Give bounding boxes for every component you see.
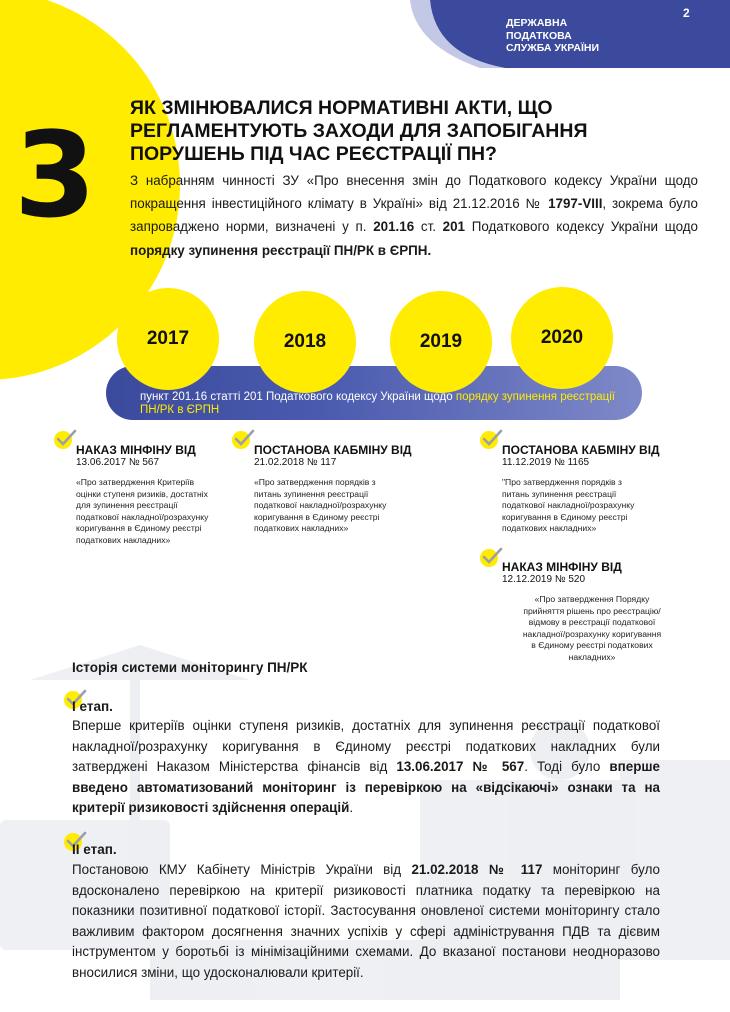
heading-line: РЕГЛАМЕНТУЮТЬ ЗАХОДИ ДЛЯ ЗАПОБІГАННЯ [130, 120, 588, 142]
check-badge-icon [52, 428, 78, 450]
year-circle-2020: 2020 [511, 287, 613, 389]
doc-desc-line: прийняття рішень про реєстрацію/ [523, 605, 661, 616]
stage-1-text [72, 716, 660, 819]
heading-line: ПОРУШЕНЬ ПІД ЧАС РЕЄСТРАЦІЇ ПН? [130, 143, 497, 165]
doc-desc-line: податкової накладної/розрахунку [76, 511, 209, 522]
doc-desc-line: податкових накладних» [76, 534, 171, 545]
agency-line: ДЕРЖАВНА [506, 17, 568, 29]
doc-card [254, 443, 434, 535]
intro-bold: порядку зупинення [130, 242, 259, 258]
doc-description [254, 477, 434, 535]
check-badge-icon [478, 428, 504, 450]
check-badge-icon [478, 546, 504, 568]
doc-desc-line: коригування в Єдиному реєстрі [254, 511, 380, 522]
stage-text-bold: 21.02.2018 № 117 [411, 862, 543, 877]
section-number: 3 [14, 106, 97, 244]
intro-text: З набранням чинності ЗУ «Про внесення змін до Податкового кодексу України щодо покращення інвестиційного клімату в Україні» від 21.12.2016 № [130, 173, 698, 212]
stage-text-plain: Вперше критеріїв оцінки ступеня ризиків, достатніх для зупинення реєстрації податкової накладної/розрахунку коригування в Єдиному реєстрі податкових накладних були затверджені Наказом Міністерства фінансів від [72, 718, 660, 775]
section-heading [130, 97, 700, 166]
doc-desc-line: «Про затвердження порядків з [254, 477, 376, 487]
doc-desc-line: оцінки ступеня ризиків, достатніх [76, 488, 208, 499]
doc-desc-line: коригування в Єдиному реєстрі [76, 523, 202, 534]
agency-name [506, 17, 599, 55]
doc-title: НАКАЗ МІНФІНУ ВІД [76, 443, 196, 457]
doc-desc-line: накладної/розрахунку коригування [522, 628, 662, 639]
doc-desc-line: «Про затвердження Порядку [534, 594, 650, 604]
history-title: Історія системи моніторингу ПН/РК [72, 660, 308, 675]
doc-desc-line: накладних» [568, 651, 616, 662]
intro-text: Податкового кодексу України щодо [465, 219, 698, 235]
doc-desc-line: податкових накладних» [254, 523, 349, 534]
doc-desc-line: питань зупинення реєстрації [254, 488, 369, 499]
doc-card [76, 443, 246, 547]
timeline-band-text [140, 391, 630, 417]
band-text-plain: пункт 201.16 статті 201 Податкового кодексу України щодо [140, 391, 456, 403]
doc-number: 12.12.2019 № 520 [502, 574, 586, 585]
stage-text-bold: 13.06.2017 № 567 [396, 759, 525, 775]
doc-description [502, 594, 682, 664]
stage-text-plain: моніторинг було вдосконалено перевіркою на критерії ризиковості платника податку та перевіркою на показники позитивної податкової історії. Застосування оновленої системи моніторингу стало важливим фактором досягнення значних успіхів у сфері адміністрування ПДВ та дієвим інструментом у боротьбі із мінімізаційними схемами. До вказаної постанови неодноразово вносилися зміни, що удосконалювали критерії. [72, 862, 660, 980]
year-circle-2018: 2018 [254, 291, 356, 393]
band-text-highlight: порядку зупинення реєстрації ПН/РК в ЄРПН [140, 391, 615, 416]
doc-card [502, 560, 692, 664]
year-circle-2017: 2017 [117, 288, 219, 390]
stage-2-title: ІІ етап. [72, 842, 117, 857]
doc-number: 13.06.2017 № 567 [76, 457, 160, 468]
doc-title: НАКАЗ МІНФІНУ ВІД [502, 560, 622, 574]
doc-desc-line: коригування в Єдиному реєстрі [502, 511, 628, 522]
stage-text-plain: . Тоді було [524, 759, 610, 775]
doc-desc-line: податкових накладних» [502, 523, 597, 534]
year-circle-2019: 2019 [390, 291, 492, 393]
doc-description [76, 477, 246, 547]
doc-desc-line: відмову в реєстрації податкової [528, 617, 656, 628]
doc-description [502, 477, 682, 535]
doc-desc-line: «Про затвердження Критеріїв [76, 477, 195, 487]
doc-desc-line: в Єдиному реєстрі податкових [531, 640, 653, 651]
stage-2-text [72, 860, 660, 984]
doc-desc-line: податкової накладної/розрахунку [254, 500, 387, 511]
stage-text-plain: . [349, 800, 354, 816]
page-number: 2 [683, 6, 690, 20]
intro-bold: реєстрації ПН/РК в ЄРПН. [261, 242, 432, 258]
doc-title: ПОСТАНОВА КАБМІНУ ВІД [502, 443, 660, 457]
doc-desc-line: для зупинення реєстрації [76, 500, 178, 511]
doc-title: ПОСТАНОВА КАБМІНУ ВІД [254, 443, 412, 457]
agency-line: ПОДАТКОВА [506, 29, 572, 42]
intro-bold: 201 [442, 219, 465, 235]
intro-bold: 1797-VIII [548, 196, 603, 212]
doc-desc-line: "Про затвердження порядків з [502, 477, 622, 487]
intro-bold: 201.16 [373, 219, 415, 235]
intro-text: ст. [414, 219, 443, 235]
doc-desc-line: податкової накладної/розрахунку [502, 500, 635, 511]
doc-desc-line: питань зупинення реєстрації [502, 488, 617, 499]
intro-text: , зокрема було запроваджено норми, визначені у п. [130, 196, 698, 235]
heading-line: ЯК ЗМІНЮВАЛИСЯ НОРМАТИВНІ АКТИ, ЩО [130, 97, 553, 119]
stage-1-title: І етап. [72, 699, 113, 714]
doc-number: 21.02.2018 № 117 [254, 457, 337, 468]
agency-line: СЛУЖБА УКРАЇНИ [506, 42, 599, 54]
doc-number: 11.12.2019 № 1165 [502, 457, 590, 468]
stage-text-bold: вперше введено автоматизований моніторинг із перевіркою на «відсікаючі» ознаки та на критерії ризиковості здійснення операцій [72, 759, 660, 816]
intro-paragraph [130, 169, 698, 262]
doc-card [502, 443, 682, 535]
stage-text-plain: Постановою КМУ Кабінету Міністрів України від [72, 862, 412, 877]
